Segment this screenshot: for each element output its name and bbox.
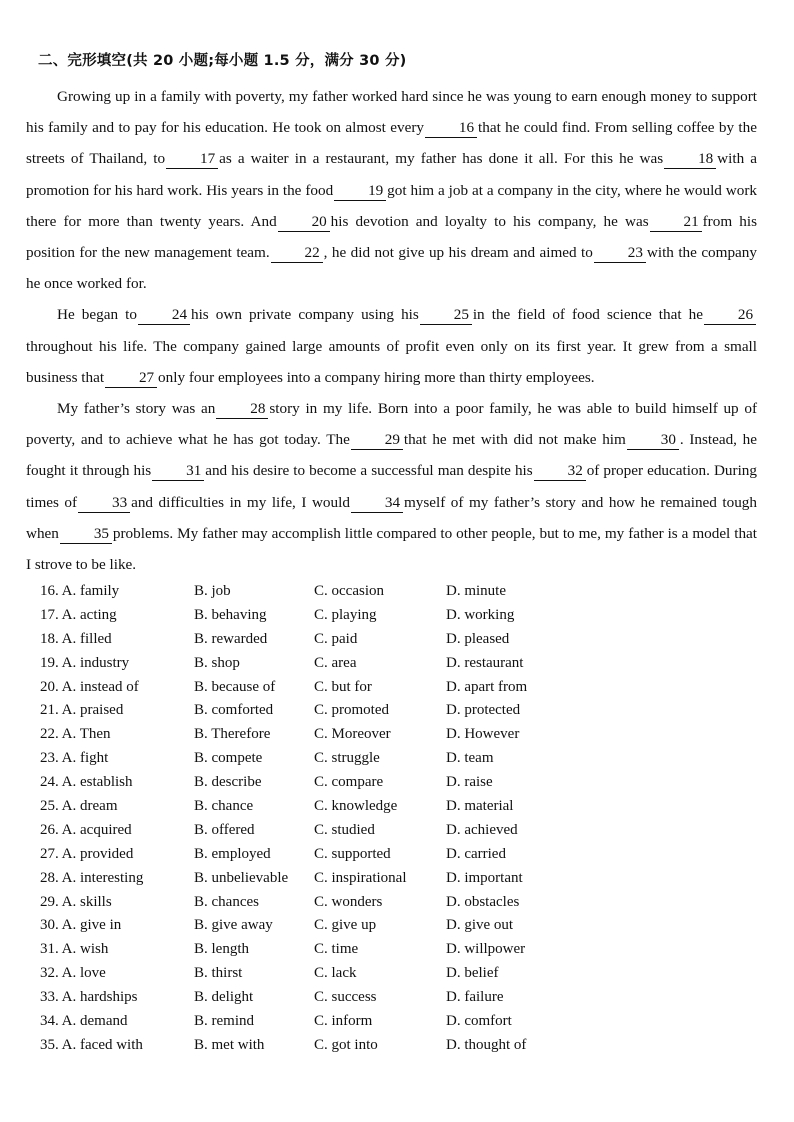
blank-32: 32 [534, 462, 586, 481]
option-choice: 32. A. love [40, 965, 106, 982]
option-choice: B. delight [194, 989, 254, 1006]
option-choice: B. remind [194, 1013, 254, 1030]
option-row [40, 962, 640, 986]
passage-text: his own private company using his [190, 306, 419, 324]
blank-21: 21 [650, 213, 702, 232]
option-choice: 22. A. Then [40, 726, 111, 743]
option-choice: D. material [446, 798, 514, 815]
option-choice: 24. A. establish [40, 774, 133, 791]
blank-28: 28 [216, 400, 268, 419]
option-choice: 30. A. give in [40, 917, 122, 934]
passage-text: only four employees into a company hiring more than thirty employees. [158, 368, 595, 386]
blank-29: 29 [351, 431, 403, 450]
cloze-passage [26, 81, 757, 580]
option-choice: C. playing [314, 606, 377, 623]
option-choice: D. failure [446, 989, 504, 1006]
option-choice: D. important [446, 869, 523, 886]
option-choice: C. but for [314, 678, 372, 695]
blank-23: 23 [594, 244, 646, 263]
passage-paragraph [26, 299, 757, 393]
option-choice: D. minute [446, 583, 506, 599]
option-choice: 33. A. hardships [40, 989, 138, 1006]
option-choice: C. lack [314, 965, 357, 982]
option-choice: C. inform [314, 1013, 373, 1030]
option-choice: B. employed [194, 845, 271, 862]
option-row [40, 843, 640, 867]
option-choice: C. inspirational [314, 869, 407, 886]
passage-text: . Instead, he fought it through his [26, 431, 757, 480]
passage-text: his devotion and loyalty to his company, he was [330, 212, 649, 230]
passage-text: and difficulties in my life, I would [131, 493, 350, 511]
option-choice: 34. A. demand [40, 1013, 128, 1030]
passage-text: He began to [57, 306, 137, 324]
option-choice: 17. A. acting [40, 606, 117, 623]
passage-text: of proper education. During times of [26, 462, 757, 511]
blank-27: 27 [105, 369, 157, 388]
option-choice: D. pleased [446, 630, 510, 647]
option-row [40, 699, 640, 723]
option-row [40, 676, 640, 700]
option-row [40, 723, 640, 747]
option-row [40, 1010, 640, 1034]
passage-paragraph [26, 81, 757, 299]
option-choice: 16. A. family [40, 583, 120, 599]
passage-text: Growing up in a family with poverty, my father worked hard since he was young to earn enough money to support his family and to pay for his education. He took on almost every [26, 88, 757, 137]
option-choice: C. got into [314, 1036, 378, 1053]
option-choice: B. thirst [194, 965, 243, 982]
option-choice: B. behaving [194, 606, 267, 623]
passage-text: from his position for the new management team. [26, 212, 757, 262]
option-choice: C. wonders [314, 893, 383, 910]
option-choice: 35. A. faced with [40, 1036, 143, 1053]
option-choice: C. supported [314, 845, 391, 862]
option-choice: B. met with [194, 1036, 265, 1053]
option-choice: D. give out [446, 917, 514, 934]
option-choice: B. Therefore [194, 726, 271, 743]
blank-22: 22 [271, 244, 323, 263]
option-row [40, 747, 640, 771]
blank-35: 35 [60, 525, 112, 544]
option-choice: B. comforted [194, 702, 274, 719]
option-choice: C. time [314, 941, 359, 958]
option-choice: C. occasion [314, 583, 384, 599]
option-row [40, 867, 640, 891]
option-choice: D. However [446, 726, 520, 743]
passage-paragraph [26, 393, 757, 580]
blank-34: 34 [351, 494, 403, 513]
option-choice: B. give away [194, 917, 273, 934]
passage-text: myself of my father’s story and how he remained tough when [26, 493, 757, 542]
option-choice: 18. A. filled [40, 630, 112, 647]
option-choice: D. achieved [446, 821, 518, 838]
option-choice: D. protected [446, 702, 521, 719]
option-row [40, 795, 640, 819]
option-row [40, 604, 640, 628]
blank-20: 20 [278, 213, 330, 232]
passage-text: that he met with did not make him [403, 431, 626, 449]
option-choice: 25. A. dream [40, 798, 118, 815]
option-choice: C. knowledge [314, 798, 398, 815]
passage-text: , he did not give up his dream and aimed to [323, 244, 593, 262]
passage-text: with the company he once worked for. [26, 244, 757, 293]
option-choice: C. give up [314, 917, 377, 934]
blank-17: 17 [166, 150, 218, 169]
option-choice: B. chance [194, 798, 254, 815]
blank-31: 31 [152, 462, 204, 481]
option-choice: B. shop [194, 654, 240, 671]
option-row [40, 580, 640, 604]
blank-30: 30 [627, 431, 679, 450]
option-choice: D. apart from [446, 678, 528, 695]
option-choice: C. compare [314, 774, 384, 791]
option-choice: D. obstacles [446, 893, 520, 910]
option-choice: 26. A. acquired [40, 821, 132, 838]
option-row [40, 938, 640, 962]
option-choice: D. team [446, 750, 494, 767]
option-choice: B. because of [194, 678, 276, 695]
option-choice: D. belief [446, 965, 499, 982]
option-choice: C. area [314, 654, 357, 671]
passage-text: My father’s story was an [57, 400, 216, 418]
option-choice: C. success [314, 989, 377, 1006]
blank-19: 19 [334, 182, 386, 201]
option-choice: 28. A. interesting [40, 869, 144, 886]
blank-16: 16 [425, 119, 477, 138]
passage-text: that he could find. From selling coffee by the streets of Thailand, to [26, 119, 757, 168]
option-choice: C. paid [314, 630, 358, 647]
option-choice: B. compete [194, 750, 263, 767]
option-choice: D. working [446, 606, 515, 623]
option-choice: 20. A. instead of [40, 678, 139, 695]
passage-text: and his desire to become a successful man despite his [205, 462, 533, 480]
option-choice: B. chances [194, 893, 259, 910]
option-choice: C. struggle [314, 750, 380, 767]
blank-18: 18 [664, 150, 716, 169]
option-choice: 29. A. skills [40, 893, 112, 910]
blank-33: 33 [78, 494, 130, 513]
option-choice: 23. A. fight [40, 750, 109, 767]
blank-24: 24 [138, 306, 190, 325]
option-choice: D. comfort [446, 1013, 512, 1030]
option-row [40, 771, 640, 795]
option-choice: D. restaurant [446, 654, 524, 671]
option-row [40, 914, 640, 938]
passage-text: in the field of food science that he [472, 306, 703, 324]
option-choice: 27. A. provided [40, 845, 134, 862]
option-choice: 31. A. wish [40, 941, 109, 958]
blank-26: 26 [704, 306, 756, 325]
option-choice: B. describe [194, 774, 262, 791]
option-row [40, 891, 640, 915]
blank-25: 25 [420, 306, 472, 325]
passage-text: got him a job at a company in the city, where he would work there for more than twenty years. And [26, 181, 758, 230]
option-choice: B. rewarded [194, 630, 268, 647]
option-choice: B. offered [194, 821, 255, 838]
section-heading: 二、完形填空(共 20 小题;每小题 1.5 分，满分 30 分) [38, 53, 407, 69]
passage-text: throughout his life. The company gained large amounts of profit even only on its first year. It grew from a small business that [26, 337, 757, 386]
option-choice: 19. A. industry [40, 654, 130, 671]
passage-text: as a waiter in a restaurant, my father has done it all. For this he was [219, 150, 664, 168]
option-choice: B. job [194, 583, 231, 599]
option-choice: C. promoted [314, 702, 389, 719]
option-choice: D. thought of [446, 1036, 527, 1053]
option-row [40, 986, 640, 1010]
option-choice: C. studied [314, 821, 375, 838]
option-choice: B. length [194, 941, 249, 958]
option-choice: D. willpower [446, 941, 526, 958]
option-choice: D. raise [446, 774, 493, 791]
option-row [40, 628, 640, 652]
option-row [40, 652, 640, 676]
option-choice: D. carried [446, 845, 506, 862]
option-choice: C. Moreover [314, 726, 391, 743]
passage-text: problems. My father may accomplish little compared to other people, but to me, my father is a model that I strove to be like. [26, 524, 757, 574]
passage-text: with a promotion for his hard work. His years in the food [26, 150, 757, 199]
option-choice: B. unbelievable [194, 869, 289, 886]
option-row [40, 819, 640, 843]
option-row [40, 1034, 640, 1058]
options-list [40, 580, 640, 1058]
passage-text: story in my life. Born into a poor family, he was able to build himself up of poverty, and to achieve what he has got today. The [26, 400, 758, 449]
option-choice: 21. A. praised [40, 702, 124, 719]
